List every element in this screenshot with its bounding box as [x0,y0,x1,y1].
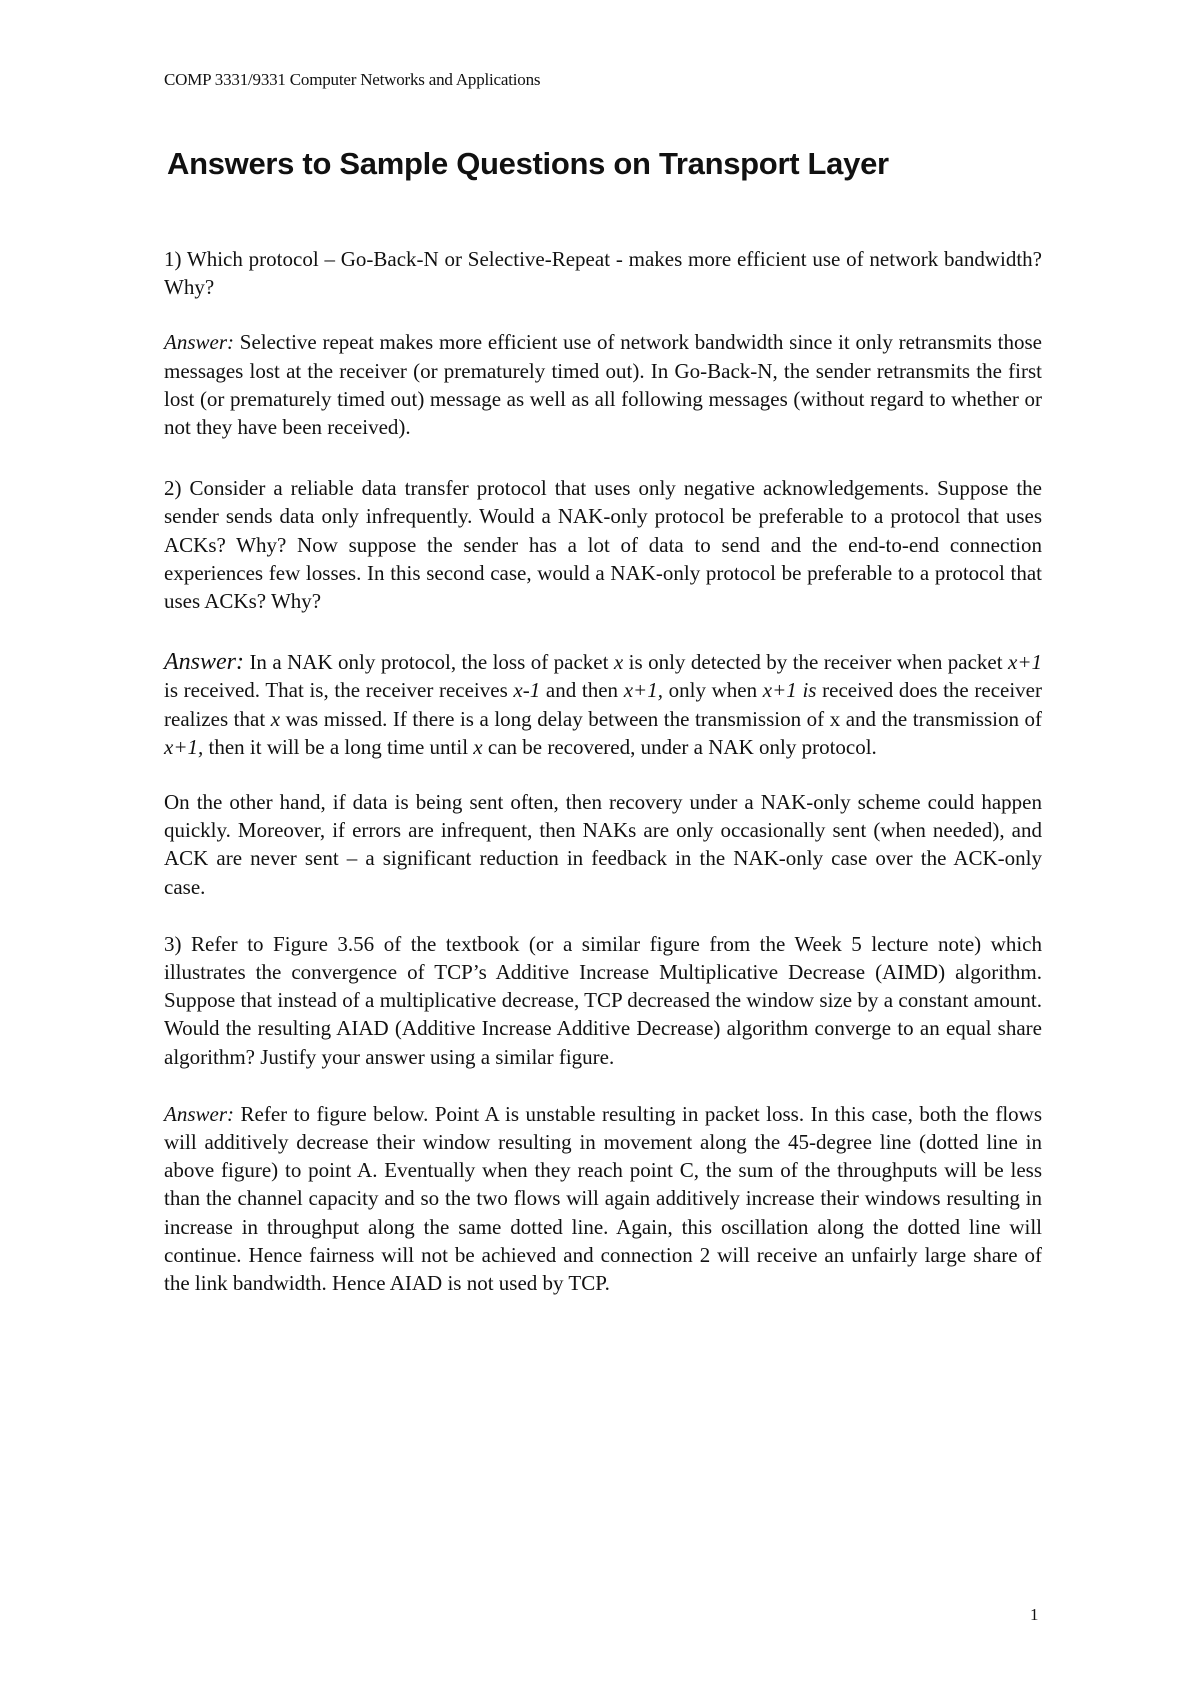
question-2: 2) Consider a reliable data transfer protocol that uses only negative acknowledgements. Suppose the sender sends data only infrequently. Would a NAK-only protocol be preferable to a protocol that uses ACKs? Why? Now suppose the sender has a lot of data to send and the end-to-end connection experiences few losses. In this second case, would a NAK-only protocol be preferable to a protocol that uses ACKs? Why? [164,476,1042,614]
answer-2-continued: On the other hand, if data is being sent often, then recovery under a NAK-only scheme could happen quickly. Moreover, if errors are infrequent, then NAKs are only occasionally sent (when needed), and ACK are never sent – a significant reduction in feedback in the NAK-only case over the ACK-only case. [164,790,1042,899]
answer-text: Refer to figure below. Point A is unstable resulting in packet loss. In this case, both the flows will additively decrease their window resulting in movement along the 45-degree line (dotted line in above figure) to point A. Eventually when they reach point C, the sum of the throughputs will be less than the channel capacity and so the two flows will again additively increase their windows resulting in increase in throughput along the same dotted line. Again, this oscillation along the dotted line will continue. Hence fairness will not be achieved and connection 2 will receive an unfairly large share of the link bandwidth. Hence AIAD is not used by TCP. [164,1101,1043,1296]
question-3: 3) Refer to Figure 3.56 of the textbook (or a similar figure from the Week 5 lecture note) which illustrates the convergence of TCP’s Additive Increase Multiplicative Decrease (AIMD) algorithm. Suppose that instead of a multiplicative decrease, TCP decreased the window size by a constant amount. Would the resulting AIAD (Additive Increase Additive Decrease) algorithm converge to an equal share algorithm? Justify your answer using a similar figure. [164,931,1042,1069]
answer-3 [164,1100,1042,1297]
page-title: Answers to Sample Questions on Transport Layer [167,146,889,181]
answer-label: Answer: [164,330,234,355]
answer-2: Answer: In a NAK only protocol, the loss of packet x is only detected by the receiver when packet x+1 is received. That is, the receiver receives x-1 and then x+1, only when x+1 is received does the receiver realizes that x was missed. If there is a long delay between the transmission of x and the transmission of x+1, then it will be a long time until x can be recovered, under a NAK only protocol. [164,649,1042,759]
answer-label: Answer: [164,1101,234,1126]
answer-text: Selective repeat makes more efficient use of network bandwidth since it only retransmits those messages lost at the receiver (or prematurely timed out). In Go-Back-N, the sender retransmits the first lost (or prematurely timed out) message as well as all following messages (without regard to whether or not they have been received). [164,330,1043,440]
answer-1 [164,328,1042,441]
question-1: 1) Which protocol – Go-Back-N or Selective-Repeat - makes more efficient use of network bandwidth? Why? [164,247,1042,300]
running-header: COMP 3331/9331 Computer Networks and Applications [164,70,541,89]
answer-label: Answer: [164,649,244,676]
document-body [164,245,1042,1324]
page-number: 1 [1030,1605,1039,1624]
